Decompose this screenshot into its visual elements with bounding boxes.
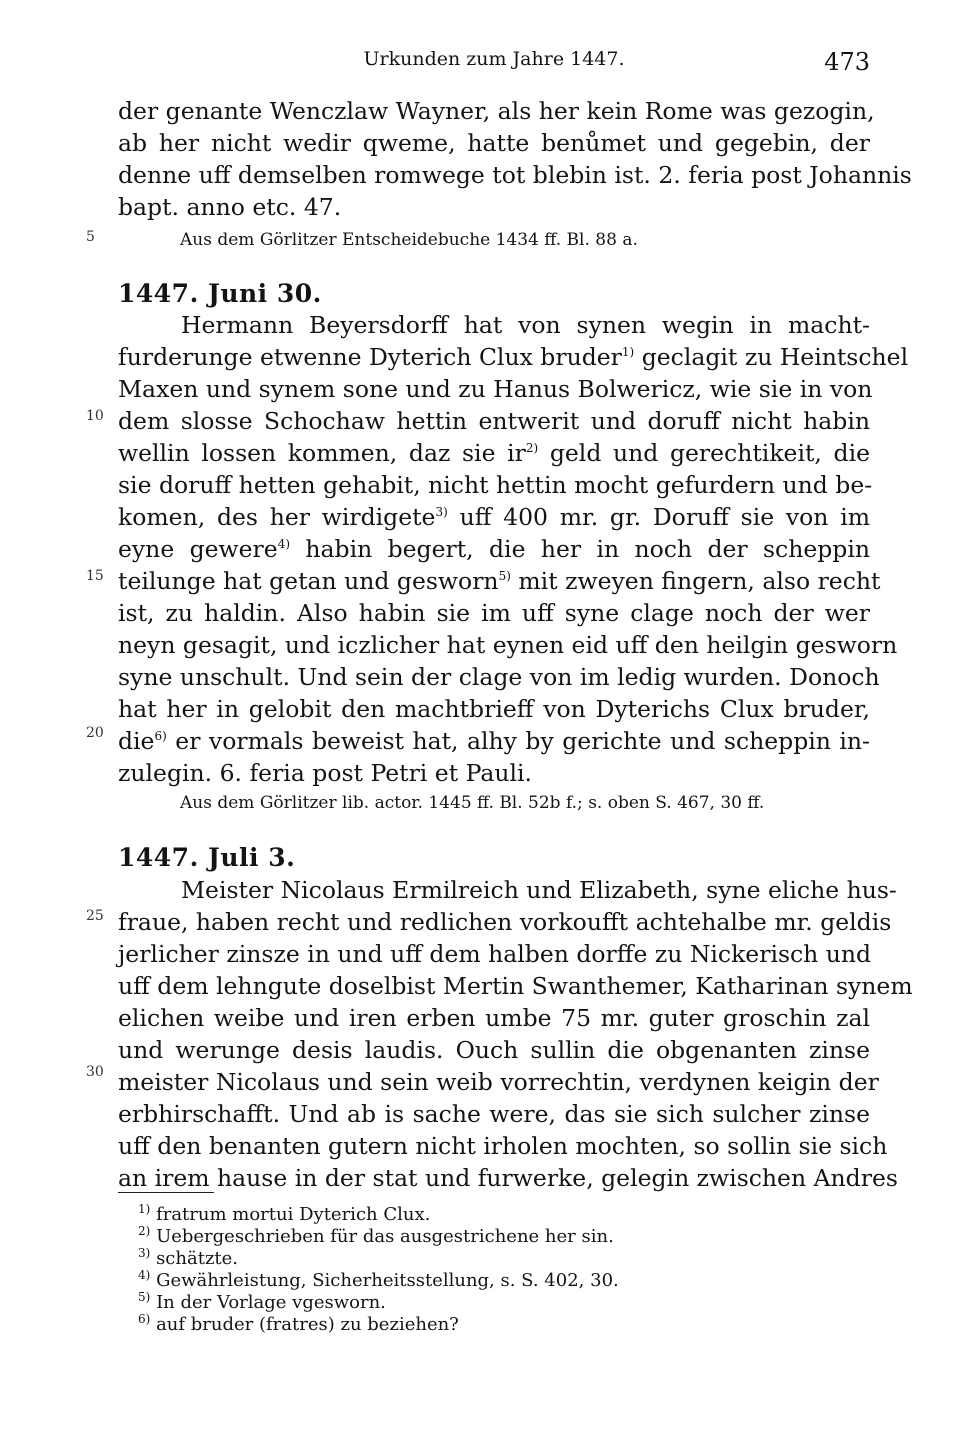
page-header [118, 48, 870, 78]
text-line: der genante Wenczlaw Wayner, als her kein Rome was gezogin, [118, 97, 875, 125]
text-line: uff den benanten gutern nicht irholen mochten, so sollin sie sich [118, 1132, 888, 1160]
text-line: dem slosse Schochaw hettin entwerit und doruff nicht habin [118, 407, 870, 435]
text-line: Hermann Beyersdorff hat von synen wegin in macht- [181, 311, 870, 339]
footnote: $^{2)}$ Uebergeschrieben für das ausgestrichene her sin. [138, 1224, 614, 1247]
footnote-mark: 2) [525, 441, 539, 456]
footnote: $^{5)}$ In der Vorlage vgesworn. [138, 1290, 386, 1313]
text-line: elichen weibe und iren erben umbe 75 mr. guter groschin zal [118, 1004, 870, 1032]
text-line: bapt. anno etc. 47. [118, 193, 342, 221]
text-line: furderunge etwenne Dyterich Clux bruder$^{1)}$ geclagit zu Heintschel [118, 343, 909, 371]
text-line: die$^{6)}$ er vormals beweist hat, alhy by gerichte und scheppin in- [118, 727, 870, 755]
text-line: uff dem lehngute doselbist Mertin Swanthemer, Katharinan synem [118, 972, 913, 1000]
text-line: jerlicher zinsze in und uff dem halben dorffe zu Nickerisch und [118, 940, 872, 968]
footnote-mark: 1) [621, 345, 635, 360]
page-number: 473 [824, 48, 870, 76]
text-line: Meister Nicolaus Ermilreich und Elizabeth, syne eliche hus- [181, 876, 897, 904]
footnote-separator [118, 1192, 214, 1193]
footnote-mark: 3) [435, 505, 448, 520]
margin-line-number: 15 [86, 568, 104, 584]
text-line: hat her in gelobit den machtbrieff von Dyterichs Clux bruder, [118, 695, 870, 723]
text-line: sie doruff hetten gehabit, nicht hettin mocht gefurdern und be- [118, 471, 873, 499]
text-line: wellin lossen kommen, daz sie $ir^{2)}$ geld und gerechtikeit, die [118, 439, 870, 467]
text-line: fraue, haben recht und redlichen vorkoufft achtehalbe mr. geldis [118, 908, 892, 936]
margin-line-number: 30 [86, 1064, 104, 1080]
text-line: eyne gewere$^{4)}$ habin begert, die her in noch der scheppin [118, 535, 870, 563]
margin-line-number: 25 [86, 908, 104, 924]
footnote: $^{3)}$ schätzte. [138, 1246, 239, 1269]
source-note: Aus dem Görlitzer lib. actor. 1445 ff. Bl. 52b f.; s. oben S. 467, 30 ff. [180, 793, 765, 813]
text-line: ist, zu haldin. Also habin sie im uff syne clage noch der wer [118, 599, 870, 627]
source-note: Aus dem Görlitzer Entscheidebuche 1434 ff. Bl. 88 a. [180, 230, 638, 250]
text-line: denne uff demselben romwege tot blebin ist. 2. feria post Johannis [118, 161, 912, 189]
footnote-mark: 6) [154, 729, 167, 744]
text-line: erbhirschafft. Und ab is sache were, das sie sich sulcher zinse [118, 1100, 870, 1128]
text-line: Maxen und synem sone und zu Hanus Bolwericz, wie sie in von [118, 375, 873, 403]
text-line: teilunge hat getan und gesworn$^{5)}$ mit zweyen fingern, also recht [118, 567, 881, 595]
text-line: und werunge desis laudis. Ouch sullin die obgenanten zinse [118, 1036, 870, 1064]
text-line: an irem hause in der stat und furwerke, gelegin zwischen Andres [118, 1164, 898, 1192]
text-line: zulegin. 6. feria post Petri et Pauli. [118, 759, 533, 787]
entry-date: 1447. Juni 30. [118, 279, 322, 308]
margin-line-number: 20 [86, 725, 104, 741]
footnote-mark: 5) [498, 569, 511, 584]
margin-line-number: 10 [86, 408, 104, 424]
text-line: meister Nicolaus und sein weib vorrechtin, verdynen keigin der [118, 1068, 879, 1096]
running-title: Urkunden zum Jahre 1447. [363, 48, 625, 70]
footnote: $^{1)}$ fratrum mortui Dyterich Clux. [138, 1202, 431, 1225]
footnote: $^{4)}$ Gewährleistung, Sicherheitsstellung, s. S. 402, 30. [138, 1268, 619, 1291]
text-line: komen, des her wirdigete$^{3)}$ uff 400 mr. gr. Doruff sie von im [118, 503, 870, 531]
margin-line-number: 5 [86, 229, 95, 245]
footnote: $^{6)}$ auf bruder (fratres) zu beziehen? [138, 1312, 459, 1335]
text-line: ab her nicht wedir qweme, hatte benůmet und gegebin, der [118, 129, 870, 157]
entry-date: 1447. Juli 3. [118, 843, 296, 872]
text-line: neyn gesagit, und iczlicher hat eynen eid uff den heilgin gesworn [118, 631, 898, 659]
text-line: syne unschult. Und sein der clage von im ledig wurden. Donoch [118, 663, 880, 691]
footnote-mark: 4) [277, 537, 291, 552]
